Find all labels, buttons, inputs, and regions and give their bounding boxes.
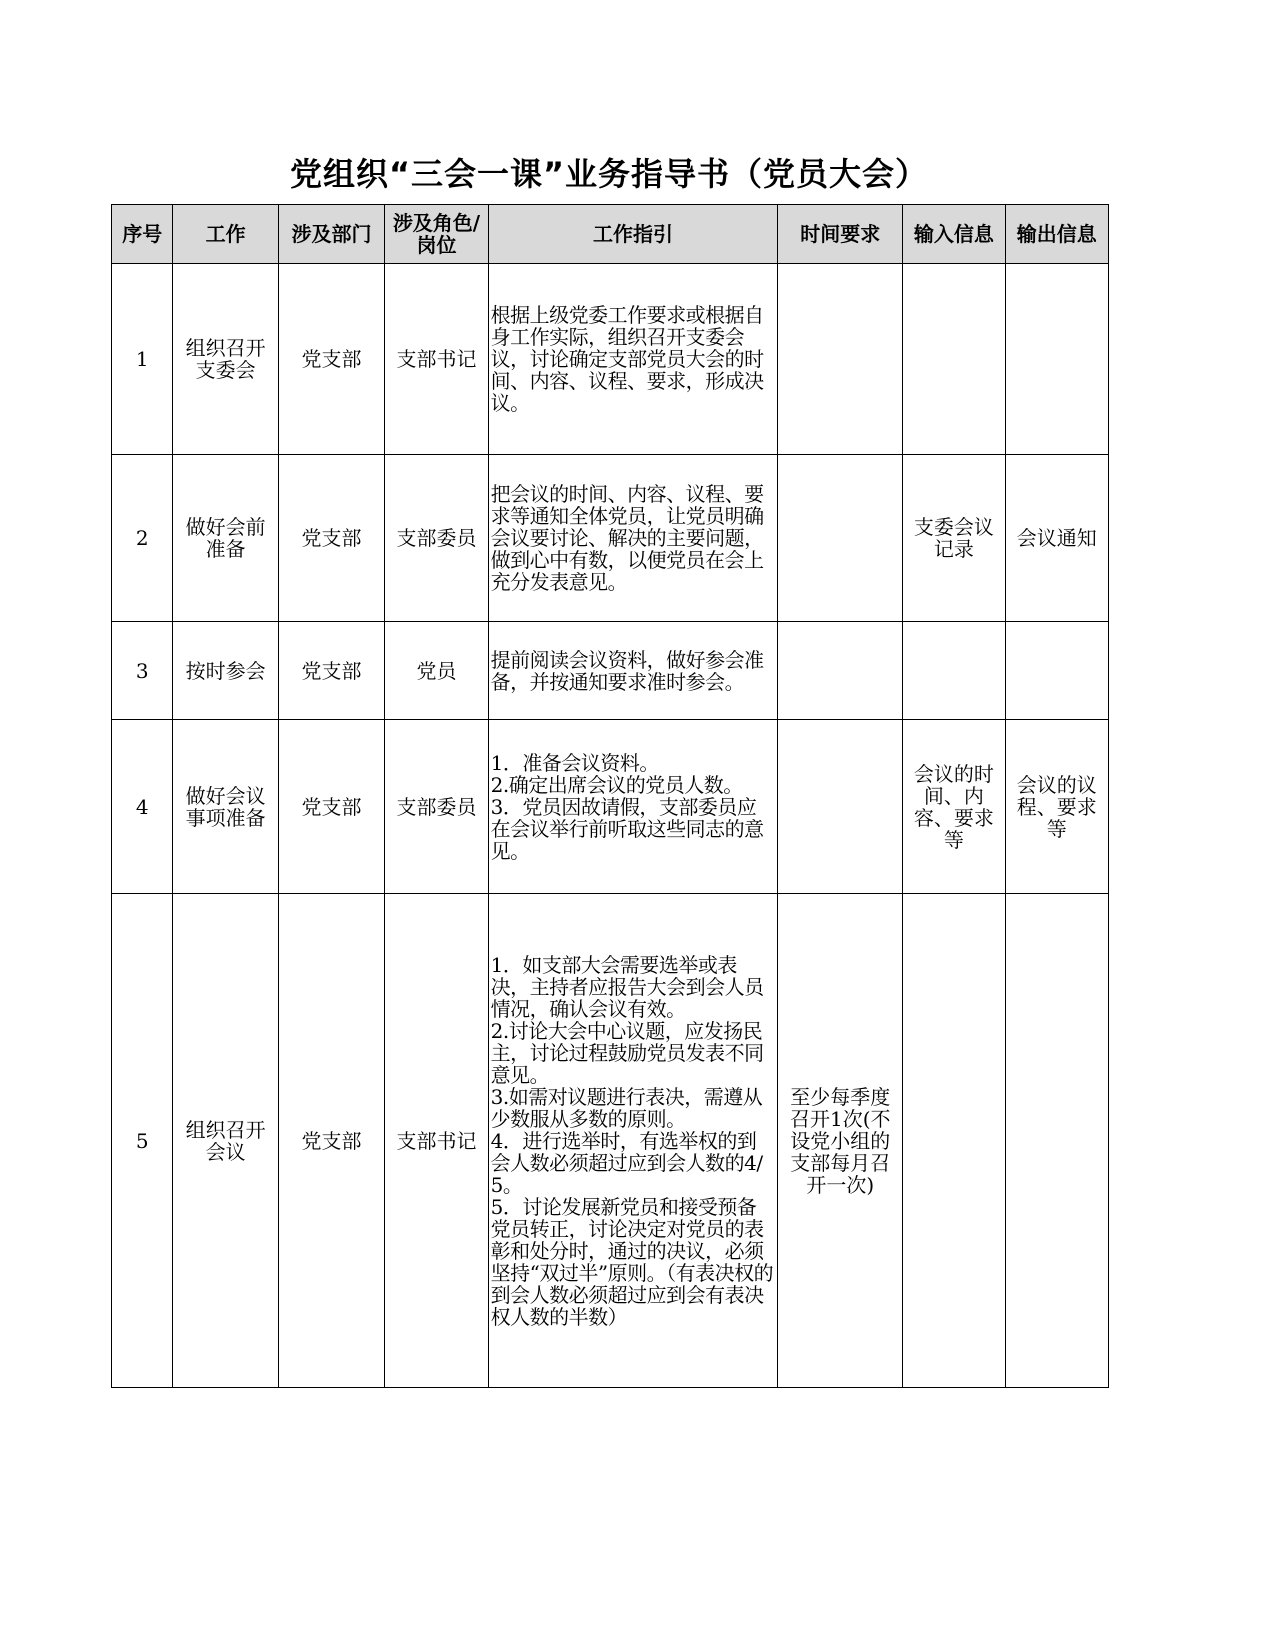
cell-guide: [488, 455, 778, 622]
cell-role: 支部书记: [385, 894, 488, 1388]
cell-dept: 党支部: [278, 894, 384, 1388]
cell-work-text: 按时参会: [185, 658, 266, 683]
cell-time: [778, 264, 903, 455]
cell-input: [903, 622, 1005, 720]
guide-line: 提前阅读会议资料，做好参会准备，并按通知要求准时参会。: [490, 647, 764, 694]
guide-line: 4．进行选举时，有选举权的到会人数必须超过应到会人数的4/5。: [490, 1128, 763, 1197]
cell-output-text: 会议通知: [1016, 526, 1097, 550]
header-time: 时间要求: [778, 205, 903, 264]
cell-seq: 3: [112, 622, 173, 720]
cell-input-text: 会议的时间、内容、要求等: [913, 761, 994, 852]
cell-output: [1005, 455, 1108, 622]
header-role-label: 涉及角色/岗位: [392, 211, 481, 257]
cell-seq: 1: [112, 264, 173, 455]
cell-input: [903, 264, 1005, 455]
table-row: [112, 720, 1109, 894]
cell-role: 党员: [385, 622, 488, 720]
cell-work: [173, 455, 278, 622]
cell-work: [173, 622, 278, 720]
cell-dept: 党支部: [278, 622, 384, 720]
cell-input: [903, 894, 1005, 1388]
cell-guide: [488, 264, 778, 455]
table-row: [112, 264, 1109, 455]
cell-work: [173, 720, 278, 894]
cell-seq: 5: [112, 894, 173, 1388]
cell-dept: 党支部: [278, 264, 384, 455]
cell-work-text: 做好会前准备: [185, 515, 266, 561]
header-input: 输入信息: [903, 205, 1005, 264]
table-row: [112, 455, 1109, 622]
cell-time: [778, 894, 903, 1388]
cell-role: 支部委员: [385, 455, 488, 622]
header-work: 工作: [173, 205, 278, 264]
document-title: 党组织“三会一课”业务指导书（党员大会）: [289, 155, 929, 193]
cell-output: [1005, 622, 1108, 720]
cell-input: [903, 455, 1005, 622]
cell-work-text: 组织召开支委会: [185, 336, 266, 382]
cell-time: [778, 455, 903, 622]
header-role: [385, 205, 488, 264]
table-row: [112, 622, 1109, 720]
guide-line: 3.如需对议题进行表决，需遵从少数服从多数的原则。: [490, 1084, 763, 1131]
header-guide: 工作指引: [488, 205, 778, 264]
cell-output: [1005, 894, 1108, 1388]
cell-dept: 党支部: [278, 720, 384, 894]
guide-line: 1．如支部大会需要选举或表决，主持者应报告大会到会人员情况，确认会议有效。: [490, 952, 764, 1021]
cell-seq: 4: [112, 720, 173, 894]
cell-dept: 党支部: [278, 455, 384, 622]
cell-work: [173, 894, 278, 1388]
cell-work-text: 做好会议事项准备: [185, 783, 266, 830]
cell-output: [1005, 264, 1108, 455]
header-dept: 涉及部门: [278, 205, 384, 264]
cell-seq: 2: [112, 455, 173, 622]
guide-line: 2.确定出席会议的党员人数。: [490, 772, 743, 797]
cell-time: [778, 720, 903, 894]
cell-time: [778, 622, 903, 720]
cell-output: [1005, 720, 1108, 894]
guide-line: 根据上级党委工作要求或根据自身工作实际，组织召开支委会议，讨论确定支部党员大会的时间、内容、议程、要求，形成决议。: [490, 303, 764, 415]
cell-work: [173, 264, 278, 455]
cell-guide: [488, 894, 778, 1388]
guide-table: [111, 204, 1109, 1388]
table-row: [112, 894, 1109, 1388]
cell-role: 支部书记: [385, 264, 488, 455]
header-seq: 序号: [112, 205, 173, 264]
cell-role: 支部委员: [385, 720, 488, 894]
cell-guide: [488, 720, 778, 894]
cell-guide: [488, 622, 778, 720]
table-header-row: [112, 205, 1109, 264]
guide-line: 把会议的时间、内容、议程、要求等通知全体党员，让党员明确会议要讨论、解决的主要问题，做到心中有数，以便党员在会上充分发表意见。: [490, 482, 764, 594]
cell-work-text: 组织召开会议: [185, 1117, 266, 1164]
cell-input: [903, 720, 1005, 894]
guide-line: 2.讨论大会中心议题，应发扬民主，讨论过程鼓励党员发表不同意见。: [490, 1018, 764, 1087]
cell-output-text: 会议的议程、要求等: [1016, 772, 1097, 841]
cell-time-text: 至少每季度召开1次(不设党小组的支部每月召开一次): [790, 1084, 891, 1197]
guide-line: 5．讨论发展新党员和接受预备党员转正，讨论决定对党员的表彰和处分时，通过的决议，必须坚持“双过半”原则。（有表决权的到会人数必须超过应到会有表决权人数的半数）: [490, 1194, 774, 1329]
cell-input-text: 支委会议记录: [913, 515, 994, 561]
guide-line: 3．党员因故请假，支部委员应在会议举行前听取这些同志的意见。: [490, 794, 764, 863]
header-output: 输出信息: [1005, 205, 1108, 264]
guide-line: 1．准备会议资料。: [490, 750, 659, 775]
